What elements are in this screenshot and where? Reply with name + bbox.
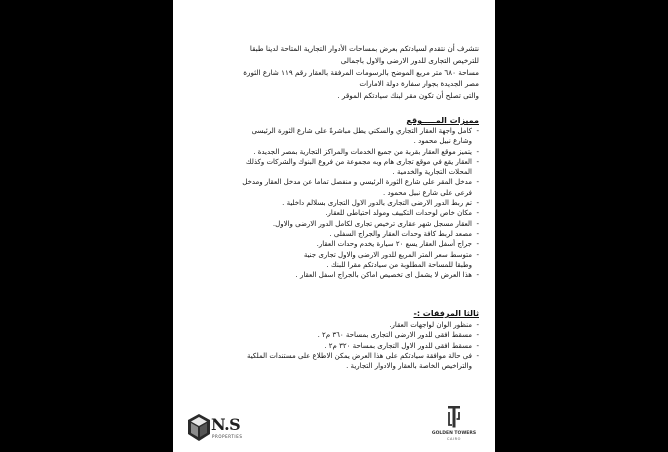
list-item: - كامل واجهة العقار التجاري والسكني يطل مباشرةً على شارع الثورة الرئيسى وشارع نبيل محمود .: [179, 126, 479, 147]
list-item: - منظور الوان لواجهات العقار.: [179, 320, 479, 330]
ns-logo-name: N.S: [211, 415, 241, 434]
list-item: - مسقط افقى للدور الارضى التجارى بمساحة ٣٦٠ م٢ .: [179, 330, 479, 340]
ns-properties-logo: [187, 412, 257, 444]
golden-towers-logo: [429, 406, 479, 446]
list-item: - فى حالة موافقة سيادتكم على هذا العرض يمكن الاطلاع على مستندات الملكية والتراخيص الخاصة بالعقار والادوار التجارية .: [179, 351, 479, 372]
list-item: - مصعد لربط كافة وحدات العقار والجراج السفلى .: [179, 229, 479, 239]
list-item: - مسقط افقى للدور الاول التجارى بمساحة ٣٢٠ م٢ .: [179, 341, 479, 351]
features-list: [179, 126, 479, 280]
list-item: - يتميز موقع العقار بقربة من جميع الخدمات والمراكز التجارية بمصر الجديدة .: [179, 147, 479, 157]
list-item: - العقار يقع في موقع تجارى هام وبه مجموعة من فروع البنوك والشركات وكذلك المحلات التجارية والخدمية .: [179, 157, 479, 178]
list-item: - جراج أسفل العقار يسع ٢٠ سيارة يخدم وحدات العقار.: [179, 239, 479, 249]
golden-towers-city: CAIRO: [446, 437, 462, 441]
intro-line: للترخيص التجارى للدور الارضى والاول باجمالى: [340, 55, 479, 65]
ns-logo-sub: PROPERTIES: [212, 434, 243, 439]
document-page: [173, 0, 495, 452]
list-item: - هذا العرض لا يشمل اى تخصيص اماكن بالجراج اسفل العقار .: [179, 270, 479, 280]
ns-cube-icon: [187, 413, 211, 443]
intro-line: نتشرف أن نتقدم لسيادتكم بعرض بمساحات الأدوار التجارية المتاحة لدينا طبقا: [249, 44, 479, 53]
intro-paragraph: [187, 43, 479, 102]
list-item: - تم ربط الدور الارضى التجارى بالدور الاول التجارى بسلالم داخلية .: [179, 198, 479, 208]
intro-line: مصر الجديدة بجوار سفارة دولة الامارات: [359, 79, 479, 89]
list-item: - مكان خاص لوحدات التكييف ومولد احتياطى للعقار.: [179, 208, 479, 218]
intro-line: مساحة ٦٨٠ متر مربع الموضح بالرسومات المرفقة بالعقار رقم ١١٩ شارع الثورة: [243, 67, 479, 77]
features-heading: مميزات المـــــوقع: [406, 116, 479, 125]
golden-towers-name: GOLDEN TOWERS: [431, 431, 477, 436]
list-item: - متوسط سعر المتر المربع للدور الارضى والاول تجارى جنية وطبقا للمساحة المطلوبة من سيادتكم مقرا للبنك .: [179, 250, 479, 271]
golden-towers-icon: [448, 406, 460, 428]
attachments-heading: ثالثا المرفقات :-: [413, 309, 479, 318]
attachments-list: [179, 320, 479, 371]
intro-line: والتى تصلح أن تكون مقر لبنك سيادتكم الموقر .: [337, 91, 479, 101]
list-item: - العقار مسجل شهر عقارى ترخيص تجارى لكامل الدور الارضى والاول.: [179, 219, 479, 229]
list-item: - مدخل المقر على شارع الثورة الرئيسي و منفصل تماما عن مدخل العقار ومدخل فرعى على شارع نبيل محمود .: [179, 177, 479, 198]
